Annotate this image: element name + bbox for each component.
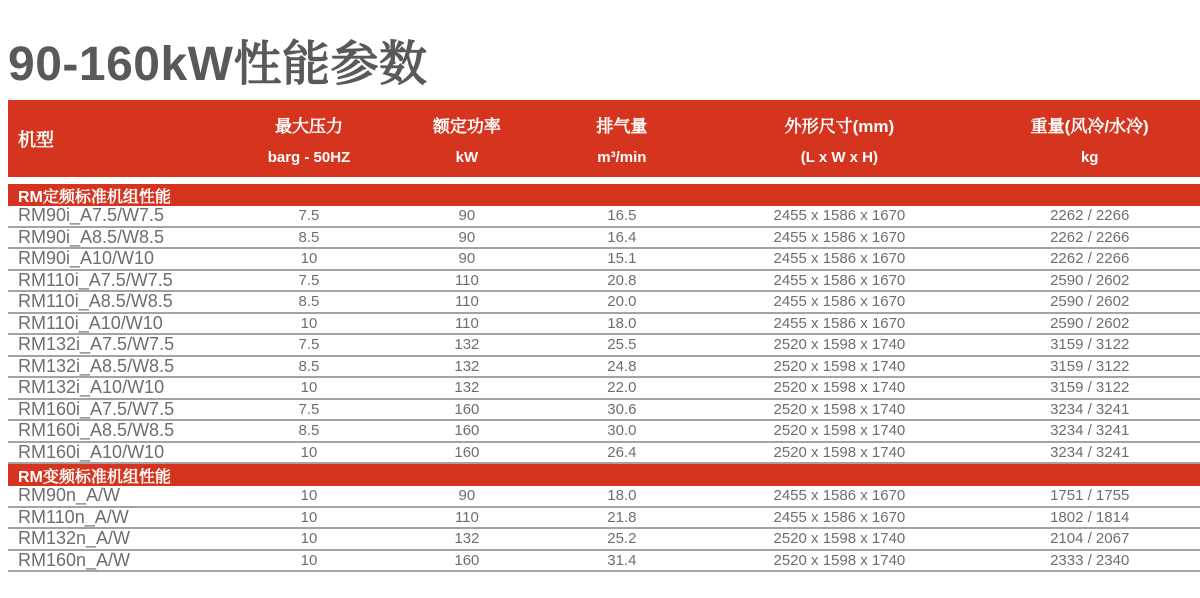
model-cell: RM90i_A8.5/W8.5 <box>18 226 165 247</box>
dimensions-cell: 2455 x 1586 x 1670 <box>773 293 906 311</box>
dimensions-cell: 2455 x 1586 x 1670 <box>773 207 906 225</box>
max-pressure-cell: 10 <box>300 487 318 505</box>
column-unit: m³/min <box>597 148 647 166</box>
weight-cell: 1751 / 1755 <box>1050 487 1130 505</box>
column-header-weight <box>979 100 1200 177</box>
table-row <box>8 206 1200 228</box>
table-header-row <box>8 100 1200 177</box>
table-row <box>8 421 1200 443</box>
table-row <box>8 551 1200 573</box>
table-row <box>8 292 1200 314</box>
column-unit: barg - 50HZ <box>267 148 351 166</box>
max-pressure-cell: 8.5 <box>298 228 320 246</box>
section-header: RM变频标准机组性能 <box>8 464 1200 486</box>
page-title: 90-160kW性能参数 <box>8 38 428 92</box>
column-header-rated-power <box>389 100 544 177</box>
model-cell: RM132i_A7.5/W7.5 <box>18 334 175 355</box>
table-row <box>8 228 1200 250</box>
column-label: 外形尺寸(mm) <box>784 116 895 136</box>
max-pressure-cell: 10 <box>300 551 318 569</box>
model-cell: RM132i_A10/W10 <box>18 377 165 398</box>
max-pressure-cell: 10 <box>300 530 318 548</box>
displacement-cell: 16.4 <box>607 228 637 246</box>
model-cell: RM132i_A8.5/W8.5 <box>18 355 175 376</box>
displacement-cell: 30.0 <box>607 422 637 440</box>
rated-power-cell: 132 <box>454 530 480 548</box>
model-cell: RM110i_A7.5/W7.5 <box>18 269 173 290</box>
rated-power-cell: 90 <box>458 228 476 246</box>
model-cell: RM90i_A7.5/W7.5 <box>18 205 165 226</box>
displacement-cell: 18.0 <box>607 314 637 332</box>
table-row <box>8 271 1200 293</box>
table-row <box>8 249 1200 271</box>
model-cell: RM160i_A8.5/W8.5 <box>18 420 175 441</box>
rated-power-cell: 160 <box>454 551 480 569</box>
column-label: 排气量 <box>596 116 648 136</box>
rated-power-cell: 132 <box>454 379 480 397</box>
table-row <box>8 314 1200 336</box>
weight-cell: 3234 / 3241 <box>1050 400 1130 418</box>
rated-power-cell: 110 <box>454 314 479 332</box>
weight-cell: 2590 / 2602 <box>1050 271 1130 289</box>
weight-cell: 2333 / 2340 <box>1050 551 1130 569</box>
displacement-cell: 16.5 <box>607 207 637 225</box>
displacement-cell: 31.4 <box>607 551 637 569</box>
model-cell: RM110i_A10/W10 <box>18 312 163 333</box>
weight-cell: 3159 / 3122 <box>1050 357 1130 375</box>
max-pressure-cell: 7.5 <box>298 336 320 354</box>
weight-cell: 2104 / 2067 <box>1050 530 1130 548</box>
rated-power-cell: 160 <box>454 443 480 461</box>
column-label: 机型 <box>18 129 54 150</box>
column-unit: kW <box>455 148 479 166</box>
max-pressure-cell: 10 <box>300 314 318 332</box>
weight-cell: 2590 / 2602 <box>1050 293 1130 311</box>
header-gap <box>8 177 1200 184</box>
rated-power-cell: 132 <box>454 336 480 354</box>
dimensions-cell: 2520 x 1598 x 1740 <box>773 357 906 375</box>
max-pressure-cell: 7.5 <box>298 207 320 225</box>
dimensions-cell: 2455 x 1586 x 1670 <box>773 314 906 332</box>
displacement-cell: 30.6 <box>607 400 637 418</box>
rated-power-cell: 90 <box>458 487 476 505</box>
table-row <box>8 508 1200 530</box>
column-unit: kg <box>1080 148 1099 166</box>
rated-power-cell: 110 <box>454 293 479 311</box>
table-row <box>8 529 1200 551</box>
column-header-displacement <box>544 100 699 177</box>
max-pressure-cell: 8.5 <box>298 293 320 311</box>
model-cell: RM160n_A/W <box>18 549 131 570</box>
column-header-model <box>8 100 229 177</box>
column-header-max-pressure <box>229 100 390 177</box>
max-pressure-cell: 8.5 <box>298 422 320 440</box>
rated-power-cell: 90 <box>458 207 476 225</box>
model-cell: RM160i_A10/W10 <box>18 441 165 462</box>
weight-cell: 3234 / 3241 <box>1050 422 1130 440</box>
displacement-cell: 21.8 <box>607 508 637 526</box>
column-label: 重量(风冷/水冷) <box>1030 116 1149 136</box>
displacement-cell: 18.0 <box>607 487 637 505</box>
max-pressure-cell: 10 <box>300 379 318 397</box>
max-pressure-cell: 10 <box>300 508 318 526</box>
column-unit: (L x W x H) <box>800 148 878 166</box>
model-cell: RM90n_A/W <box>18 485 121 506</box>
weight-cell: 2262 / 2266 <box>1050 207 1130 225</box>
model-cell: RM90i_A10/W10 <box>18 248 155 269</box>
dimensions-cell: 2455 x 1586 x 1670 <box>773 250 906 268</box>
max-pressure-cell: 10 <box>300 250 318 268</box>
weight-cell: 1802 / 1814 <box>1050 508 1130 526</box>
displacement-cell: 26.4 <box>607 443 637 461</box>
dimensions-cell: 2455 x 1586 x 1670 <box>773 228 906 246</box>
weight-cell: 2590 / 2602 <box>1050 314 1130 332</box>
table-row <box>8 400 1200 422</box>
dimensions-cell: 2520 x 1598 x 1740 <box>773 422 906 440</box>
displacement-cell: 20.0 <box>607 293 637 311</box>
displacement-cell: 15.1 <box>607 250 637 268</box>
dimensions-cell: 2520 x 1598 x 1740 <box>773 530 906 548</box>
max-pressure-cell: 7.5 <box>298 400 320 418</box>
rated-power-cell: 110 <box>454 508 479 526</box>
model-cell: RM110i_A8.5/W8.5 <box>18 291 173 312</box>
dimensions-cell: 2455 x 1586 x 1670 <box>773 508 906 526</box>
displacement-cell: 25.5 <box>607 336 637 354</box>
dimensions-cell: 2455 x 1586 x 1670 <box>773 271 906 289</box>
table-row <box>8 486 1200 508</box>
dimensions-cell: 2520 x 1598 x 1740 <box>773 400 906 418</box>
weight-cell: 2262 / 2266 <box>1050 250 1130 268</box>
weight-cell: 2262 / 2266 <box>1050 228 1130 246</box>
dimensions-cell: 2455 x 1586 x 1670 <box>773 487 906 505</box>
max-pressure-cell: 10 <box>300 443 318 461</box>
section-header: RM定频标准机组性能 <box>8 184 1200 206</box>
model-cell: RM132n_A/W <box>18 528 131 549</box>
dimensions-cell: 2520 x 1598 x 1740 <box>773 379 906 397</box>
dimensions-cell: 2520 x 1598 x 1740 <box>773 551 906 569</box>
weight-cell: 3159 / 3122 <box>1050 336 1130 354</box>
displacement-cell: 22.0 <box>607 379 637 397</box>
table-row <box>8 378 1200 400</box>
max-pressure-cell: 8.5 <box>298 357 320 375</box>
column-header-dimensions <box>699 100 979 177</box>
table-row <box>8 443 1200 465</box>
displacement-cell: 20.8 <box>607 271 637 289</box>
table-row <box>8 335 1200 357</box>
weight-cell: 3234 / 3241 <box>1050 443 1130 461</box>
column-label: 额定功率 <box>432 116 501 136</box>
column-label: 最大压力 <box>274 116 343 136</box>
weight-cell: 3159 / 3122 <box>1050 379 1130 397</box>
rated-power-cell: 160 <box>454 422 480 440</box>
displacement-cell: 24.8 <box>607 357 637 375</box>
rated-power-cell: 160 <box>454 400 480 418</box>
spec-table-body <box>8 184 1200 572</box>
max-pressure-cell: 7.5 <box>298 271 320 289</box>
displacement-cell: 25.2 <box>607 530 637 548</box>
rated-power-cell: 132 <box>454 357 480 375</box>
dimensions-cell: 2520 x 1598 x 1740 <box>773 336 906 354</box>
model-cell: RM160i_A7.5/W7.5 <box>18 398 175 419</box>
table-row <box>8 357 1200 379</box>
spec-table <box>8 100 1200 572</box>
rated-power-cell: 90 <box>458 250 476 268</box>
dimensions-cell: 2520 x 1598 x 1740 <box>773 443 906 461</box>
model-cell: RM110n_A/W <box>18 506 129 527</box>
rated-power-cell: 110 <box>454 271 479 289</box>
